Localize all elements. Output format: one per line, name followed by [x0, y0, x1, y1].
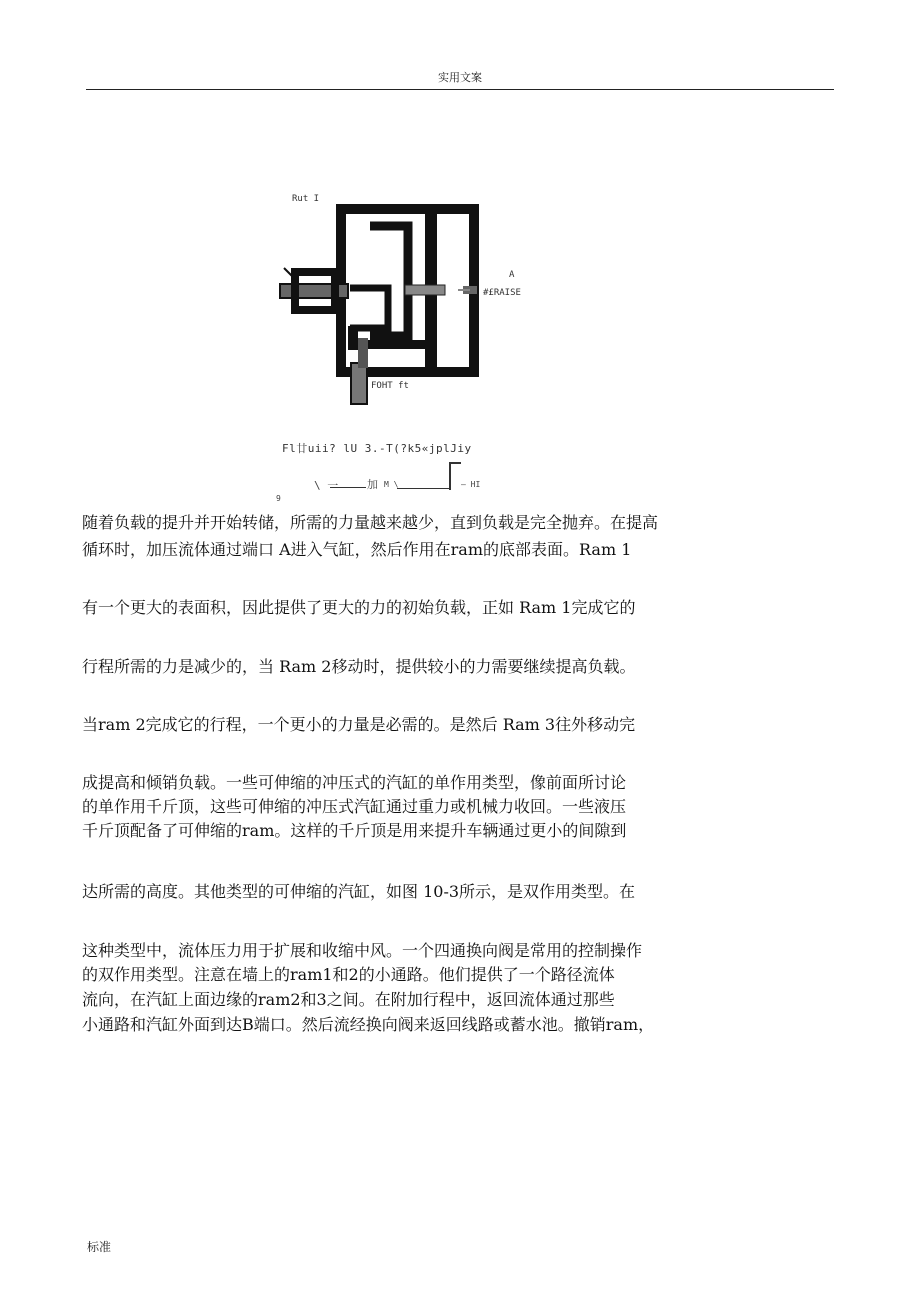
- caption-underline-a: [330, 487, 366, 488]
- caption-underline-b: [397, 488, 450, 489]
- body-line-5: 当ram 2完成它的行程，一个更小的力量是必需的。是然后 Ram 3往外移动完: [82, 715, 636, 734]
- body-line-12: 流向，在汽缸上面边缘的ram2和3之间。在附加行程中，返回流体通过那些: [82, 990, 615, 1009]
- body-line-10: 这种类型中，流体压力用于扩展和收缩中风。一个四通换向阀是常用的控制操作: [82, 941, 643, 960]
- body-line-11: 的双作用类型。注意在墙上的ram1和2的小通路。他们提供了一个路径流体: [82, 965, 615, 984]
- body-line-4: 行程所需的力是减少的，当 Ram 2移动时，提供较小的力需要继续提高负载。: [82, 657, 636, 676]
- body-line-6: 成提高和倾销负载。一些可伸缩的冲压式的汽缸的单作用类型，像前面所讨论: [82, 773, 627, 792]
- figure-label-port-a: A: [509, 270, 515, 280]
- header-divider: [86, 89, 834, 90]
- body-line-13: 小通路和汽缸外面到达B端口。然后流经换向阀来返回线路或蓄水池。撤销ram，: [82, 1015, 655, 1034]
- caption-fragment-d: — HI: [461, 480, 481, 489]
- body-line-9: 达所需的高度。其他类型的可伸缩的汽缸，如图 10-3所示，是双作用类型。在: [82, 882, 636, 901]
- figure-label-top: Rut I: [292, 194, 320, 204]
- caption-fragment-a: \ 一: [314, 479, 339, 492]
- cylinder-diagram: [270, 188, 560, 420]
- body-line-2: 循环时，加压流体通过端口 A进入气缸，然后作用在ram的底部表面。Ram 1: [82, 540, 632, 559]
- caption-fragment-b: 加: [367, 478, 378, 491]
- figure-label-bottom-port: FOHT ft: [371, 381, 409, 391]
- caption-fragment-e: 9: [276, 494, 281, 503]
- figure-label-raise: #£RAISE: [483, 288, 521, 298]
- cylinder-diagram-drawing: [270, 188, 560, 420]
- page-footer-label: 标准: [87, 1240, 112, 1254]
- page-header-title: 实用文案: [438, 71, 482, 84]
- body-line-8: 千斤顶配备了可伸缩的ram。这样的千斤顶是用来提升车辆通过更小的间隙到: [82, 821, 627, 840]
- figure-caption: Fl廿uii? lU 3.-T(?k5«jplJiy: [282, 442, 472, 455]
- caption-bracket: [449, 462, 461, 490]
- body-line-7: 的单作用千斤顶，这些可伸缩的冲压式汽缸通过重力或机械力收回。一些液压: [82, 797, 627, 816]
- body-line-3: 有一个更大的表面积，因此提供了更大的力的初始负载，正如 Ram 1完成它的: [82, 598, 636, 617]
- body-line-1: 随着负载的提升并开始转储，所需的力量越来越少，直到负载是完全抛弃。在提高: [82, 513, 659, 532]
- caption-fragment-c: M \: [384, 480, 399, 489]
